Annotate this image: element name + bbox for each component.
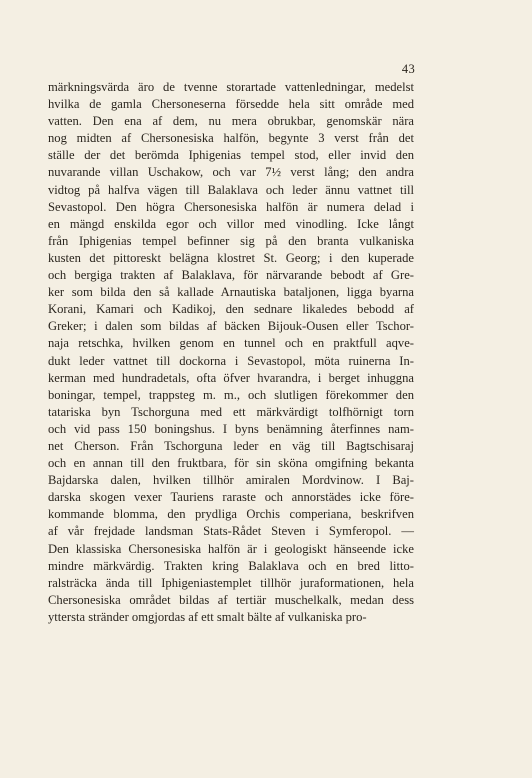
body-text — [48, 79, 414, 626]
text-line: hvilka de gamla Chersoneserna försedde hela sitt område med — [48, 97, 414, 112]
text-line: Sevastopol. Den högra Chersonesiska halfön är numera delad i — [48, 199, 414, 214]
text-line: ralsträcka ända till Iphigeniastemplet tillhör juraformationen, hela — [48, 575, 414, 590]
text-line: kommande blomma, den prydliga Orchis comperiana, beskrifven — [48, 507, 414, 522]
text-line: tatariska byn Tschorguna med ett märkvärdigt tolfhörnigt torn — [48, 404, 414, 419]
text-line: en mängd enskilda egor och villor med vinodling. Icke långt — [48, 216, 414, 231]
text-line: net Cherson. Från Tschorguna leder en väg till Bagtschisaraj — [48, 438, 414, 453]
text-line: Greker; i dalen som bildas af bäcken Bijouk-Ousen eller Tschor- — [48, 319, 414, 334]
page-number: 43 — [401, 62, 415, 76]
text-line: mindre märkvärdig. Trakten kring Balaklava och en bred litto- — [48, 558, 414, 573]
text-line: boningar, tempel, trappsteg m. m., och slutligen förekommer den — [48, 387, 414, 402]
text-line: Den klassiska Chersonesiska halfön är i geologiskt hänseende icke — [48, 541, 414, 556]
text-line: kusten det pittoreskt belägna klostret St. Georg; i den kuperade — [48, 250, 414, 265]
text-line: Korani, Kamari och Kadikoj, den sednare likaledes bebodd af — [48, 302, 414, 317]
text-line: nog midten af Chersonesiska halfön, begynte 3 verst från det — [48, 131, 414, 146]
text-line: ställe der det berömda Iphigenias tempel stod, eller invid den — [48, 148, 414, 163]
text-line: naja retschka, hvilken genom en tunnel och en praktfull aqve- — [48, 336, 414, 351]
text-line: darska skogen vexer Tauriens raraste och annorstädes icke före- — [48, 490, 414, 505]
text-line: vidtog på halfva vägen till Balaklava och leder ännu vattnet till — [48, 182, 414, 197]
text-line: och en annan till den fruktbara, för sin sköna omgifning bekanta — [48, 456, 414, 471]
text-line: ker som bilda den så kallade Arnautiska bataljonen, ligga byarna — [48, 285, 414, 300]
text-line: och bergiga trakten af Balaklava, för närvarande bebodt af Gre- — [48, 268, 414, 283]
text-line: märkningsvärda äro de tvenne storartade vattenledningar, medelst — [48, 80, 414, 94]
text-line: nuvarande villan Uschakow, och var 7½ verst lång; den andra — [48, 165, 414, 180]
text-line: af vår frejdade landsman Stats-Rådet Steven i Symferopol. — — [48, 524, 414, 539]
text-line: Chersonesiska området bildas af tertiär muschelkalk, medan dess — [48, 592, 414, 607]
text-line: och vid pass 150 boningshus. I byns benämning återfinnes nam- — [48, 421, 414, 436]
text-line: vatten. Den ena af dem, nu mera obrukbar, genomskär nära — [48, 114, 414, 129]
text-line: Bajdarska dalen, hvilken tillhör amiralen Mordvinow. I Baj- — [48, 473, 414, 488]
text-line: från Iphigenias tempel befinner sig på den branta vulkaniska — [48, 233, 414, 248]
text-line: kerman med hundradetals, ofta öfver hvarandra, i berget inhuggna — [48, 370, 414, 385]
text-line: dukt leder vattnet till dockorna i Sevastopol, möta ruinerna In- — [48, 353, 414, 368]
text-line: yttersta stränder omgjordas af ett smalt bälte af vulkaniska pro- — [48, 609, 367, 624]
